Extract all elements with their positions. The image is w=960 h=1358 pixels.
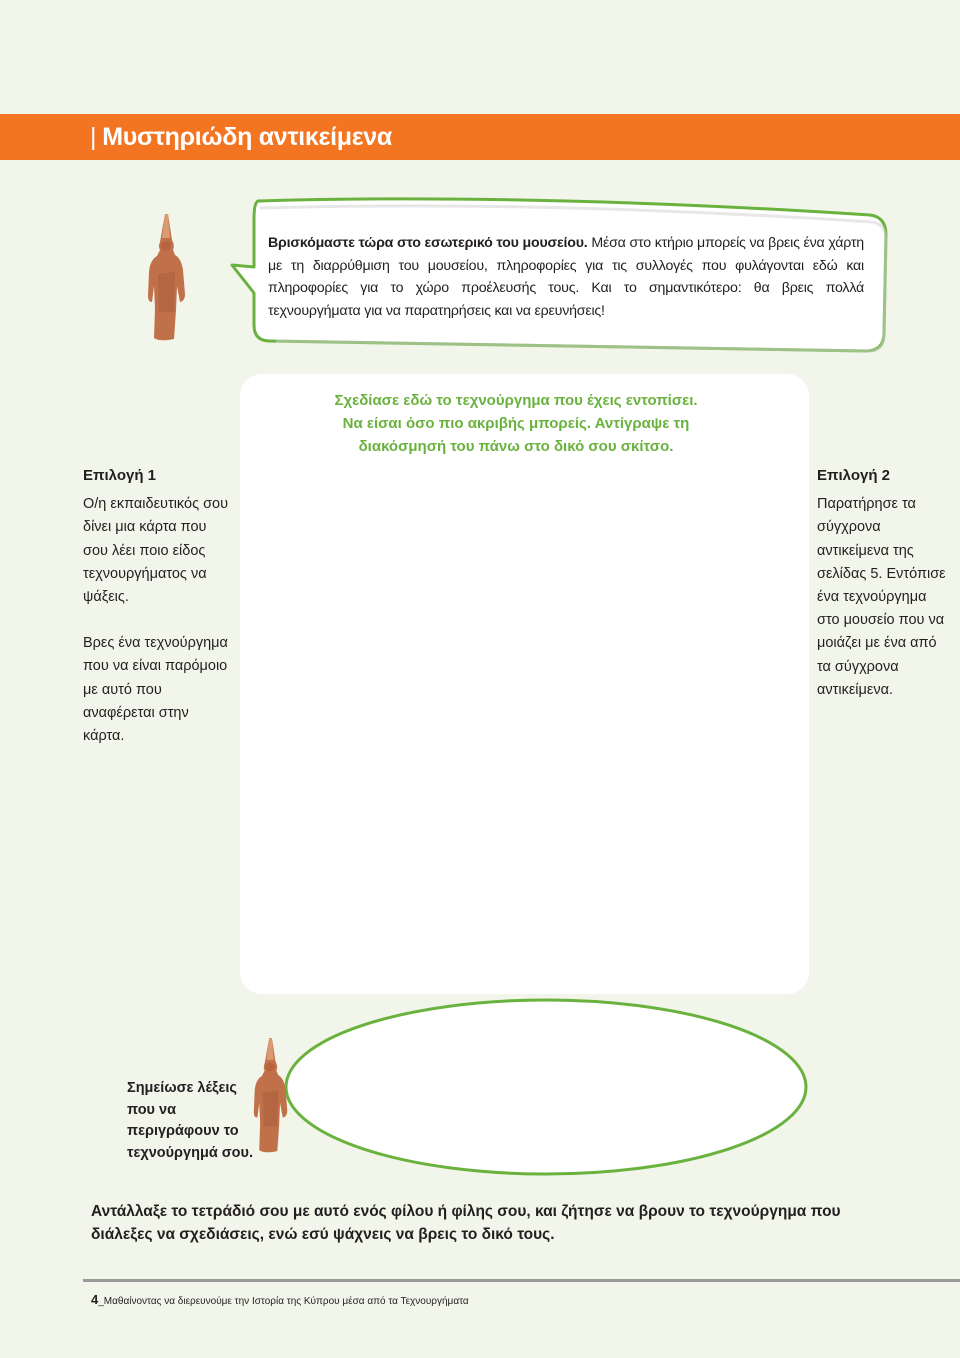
drawing-instruction-line: διακόσμησή του πάνω στο δικό σου σκίτσο.	[358, 438, 674, 455]
option-1-text: Ο/η εκπαιδευτικός σου δίνει μια κάρτα που σου λέει ποιο είδος τεχνουργήματος να ψάξεις.	[83, 496, 229, 606]
drawing-instruction-line: Να είσαι όσο πιο ακριβής μπορείς. Αντίγραψε τη	[342, 415, 690, 432]
drawing-instructions	[300, 389, 732, 458]
terracotta-figurine-icon	[146, 212, 188, 342]
page-title-text: Μυστηριώδη αντικείμενα	[102, 123, 392, 151]
option-1-text: Βρες ένα τεχνούργημα που να είναι παρόμοιο με αυτό που αναφέρεται στην κάρτα.	[83, 635, 228, 745]
option-2-panel	[817, 464, 947, 702]
header-bar	[0, 114, 960, 160]
title-divider: |	[90, 123, 97, 151]
footer	[91, 1292, 469, 1310]
option-1-panel	[83, 464, 233, 748]
notes-label: Σημείωσε λέξεις που να περιγράφουν το τεχνούργημά σου.	[127, 1080, 254, 1161]
page-title	[90, 114, 392, 160]
exchange-instruction: Αντάλλαξε το τετράδιό σου με αυτό ενός φίλου ή φίλης σου, και ζήτησε να βρουν το τεχνούργημα που διάλεξες να σχεδιάσεις, ενώ εσύ ψάχνεις να βρεις το δικό τους.	[91, 1203, 841, 1243]
notes-ellipse[interactable]	[282, 996, 810, 1178]
page-number: 4	[91, 1292, 99, 1307]
option-1-title: Επιλογή 1	[83, 467, 156, 484]
drawing-area[interactable]	[240, 374, 809, 994]
terracotta-figurine-icon	[252, 1030, 290, 1160]
intro-paragraph	[268, 232, 864, 322]
intro-lead: Βρισκόμαστε τώρα στο εσωτερικό του μουσείου.	[268, 235, 588, 251]
footer-divider	[83, 1279, 960, 1282]
option-2-title: Επιλογή 2	[817, 467, 890, 484]
drawing-instruction-line: Σχεδίασε εδώ το τεχνούργημα που έχεις εντοπίσει.	[334, 392, 698, 409]
intro-body: Μέσα στο κτήριο μπορείς να βρεις ένα χάρτη με τη διαρρύθμιση του μουσείου, πληροφορίες για τις συλλογές που φυλάγονται εδώ και πληροφορίες για το χώρο προέλευσής τους. Και το σημαντικότερο: θα βρεις πολλά τεχνουργήματα για να παρατηρήσεις και να ερευνήσεις!	[268, 235, 864, 319]
book-title: _Μαθαίνοντας να διερευνούμε την Ιστορία της Κύπρου μέσα από τα Τεχνουργήματα	[98, 1296, 469, 1307]
option-2-text: Παρατήρησε τα σύγχρονα αντικείμενα της σελίδας 5. Εντόπισε ένα τεχνούργημα στο μουσείο που να μοιάζει με ένα από τα σύγχρονα αντικείμενα.	[817, 496, 946, 698]
